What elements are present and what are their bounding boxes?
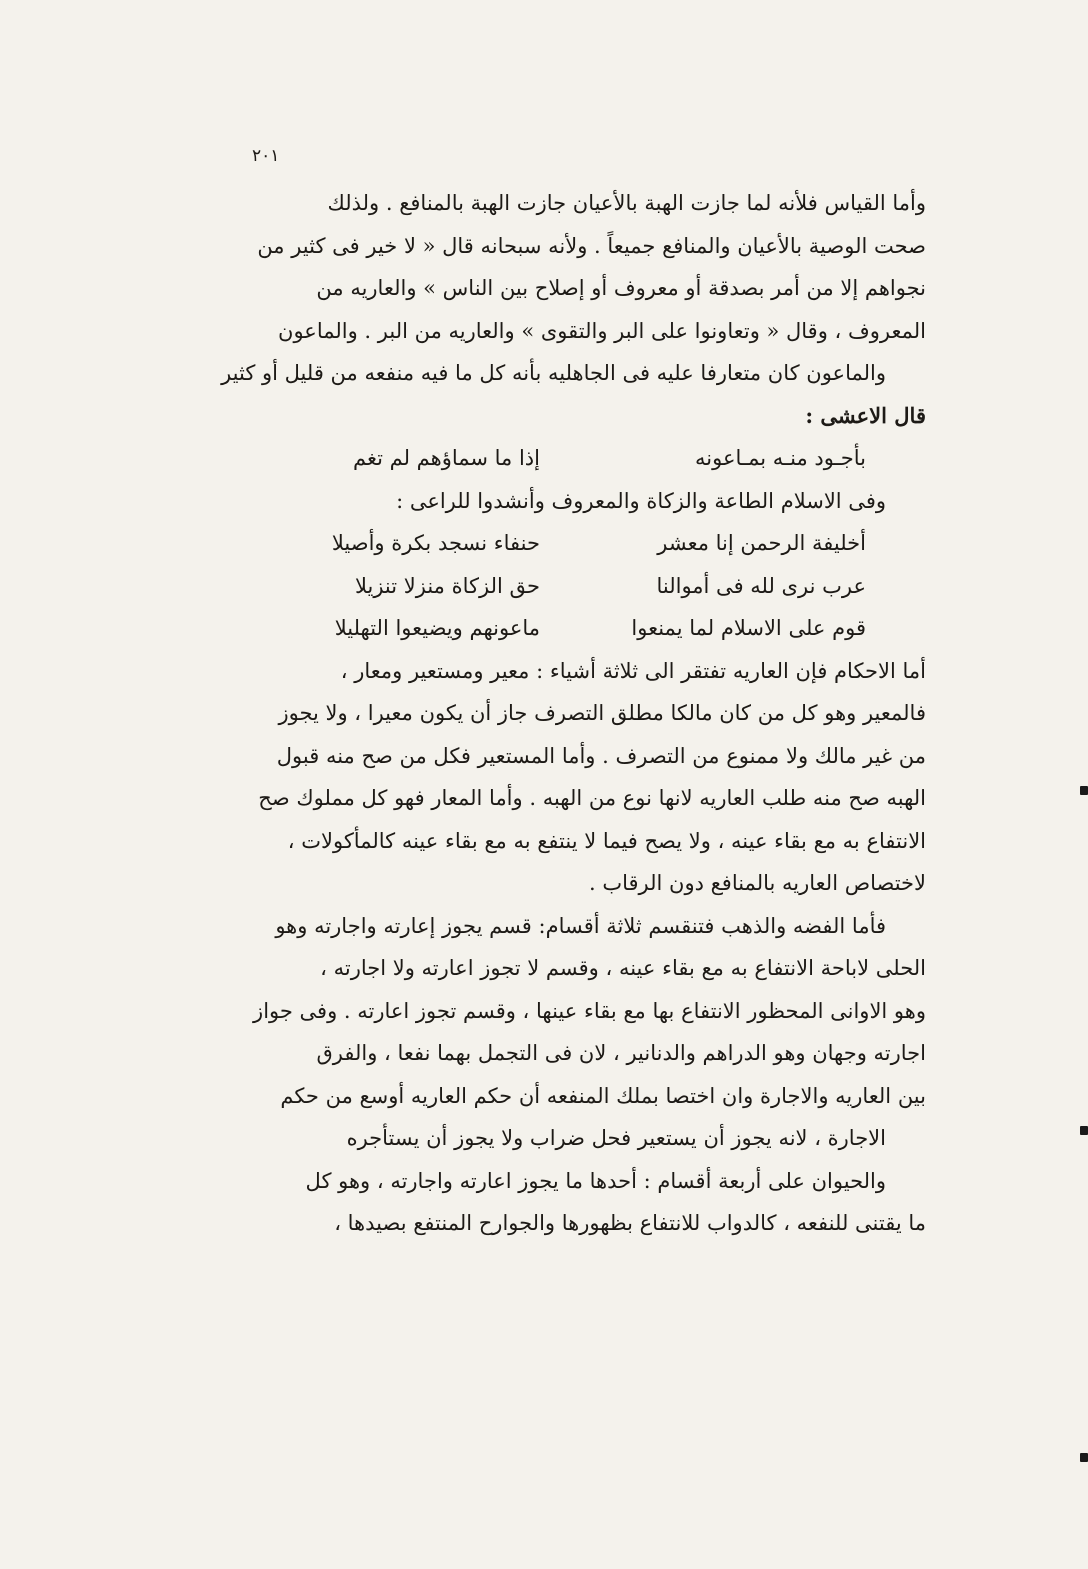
- text-line: لاختصاص العاريه بالمنافع دون الرقاب .: [588, 871, 926, 895]
- verse-hemistich: حق الزكاة منزلا تنزيلا: [354, 573, 540, 598]
- text-line: قال الاعشى :: [805, 402, 926, 428]
- scan-margin-mark: [1080, 1453, 1088, 1462]
- verse-hemistich: عرب نرى لله فى أموالنا: [656, 573, 866, 598]
- verse-hemistich: ماعونهم ويضيعوا التهليلا: [334, 616, 540, 640]
- text-line: صحت الوصية بالأعيان والمنافع جميعاً . ولأنه سبحانه قال « لا خير فى كثير من: [257, 233, 926, 258]
- text-line: الانتفاع به مع بقاء عينه ، ولا يصح فيما لا ينتفع به مع بقاء عينه كالمأكولات ،: [287, 828, 926, 853]
- text-line: بين العاريه والاجارة وان اختصا بملك المنفعه أن حكم العاريه أوسع من حكم: [280, 1083, 926, 1108]
- poem-verse: [212, 607, 926, 650]
- text-line: أما الاحكام فإن العاريه تفتقر الى ثلاثة أشياء : معير ومستعير ومعار ،: [340, 658, 926, 683]
- verse-hemistich: قوم على الاسلام لما يمنعوا: [631, 616, 866, 640]
- text-line: الاجارة ، لانه يجوز أن يستعير فحل ضراب ولا يجوز أن يستأجره: [346, 1126, 886, 1150]
- verse-hemistich: أخليفة الرحمن إنا معشر: [657, 531, 866, 555]
- verse-hemistich: حنفاء نسجد بكرة وأصيلا: [331, 531, 540, 555]
- text-line: ما يقتنى للنفعه ، كالدواب للانتفاع بظهورها والجوارح المنتفع بصيدها ،: [334, 1211, 926, 1235]
- text-line: وأما القياس فلأنه لما جازت الهبة بالأعيان جازت الهبة بالمنافع . ولذلك: [327, 191, 926, 215]
- scan-margin-mark: [1080, 786, 1088, 795]
- verse-hemistich: بأجـود منـه بمـاعونه: [695, 446, 866, 470]
- text-line: فأما الفضه والذهب فتنقسم ثلاثة أقسام: قسم يجوز إعارته واجارته وهو: [275, 913, 886, 938]
- text-line: وفى الاسلام الطاعة والزكاة والمعروف وأنشدوا للراعى :: [396, 488, 886, 513]
- text-line: من غير مالك ولا ممنوع من التصرف . وأما المستعير فكل من صح منه قبول: [276, 743, 926, 768]
- text-line: فالمعير وهو كل من كان مالكا مطلق التصرف جاز أن يكون معيرا ، ولا يجوز: [278, 701, 926, 725]
- text-line: وهو الاوانى المحظور الانتفاع بها مع بقاء عينها ، وقسم تجوز اعارته . وفى جواز: [253, 998, 926, 1023]
- text-line: المعروف ، وقال « وتعاونوا على البر والتقوى » والعاريه من البر . والماعون: [278, 318, 926, 343]
- scan-margin-mark: [1080, 1126, 1088, 1135]
- verse-hemistich: إذا ما سماؤهم لم تغم: [352, 446, 540, 470]
- poem-verse: [212, 522, 926, 565]
- text-line: اجارته وجهان وهو الدراهم والدنانير ، لان فى التجمل بهما نفعا ، والفرق: [316, 1041, 926, 1065]
- page-number: ٢٠١: [252, 146, 280, 166]
- text-line: نجواهم إلا من أمر بصدقة أو معروف أو إصلاح بين الناس » والعاريه من: [316, 276, 926, 300]
- poem-verse: [212, 565, 926, 608]
- text-line: والماعون كان متعارفا عليه فى الجاهليه بأنه كل ما فيه منفعه من قليل أو كثير: [221, 361, 886, 385]
- page-body: [212, 182, 926, 1245]
- text-line: الهبه صح منه طلب العاريه لانها نوع من الهبه . وأما المعار فهو كل مملوك صح: [258, 786, 926, 810]
- text-line: الحلى لاباحة الانتفاع به مع بقاء عينه ، وقسم لا تجوز اعارته ولا اجارته ،: [320, 956, 926, 980]
- poem-verse: [212, 437, 926, 480]
- text-line: والحيوان على أربعة أقسام : أحدها ما يجوز اعارته واجارته ، وهو كل: [305, 1168, 886, 1193]
